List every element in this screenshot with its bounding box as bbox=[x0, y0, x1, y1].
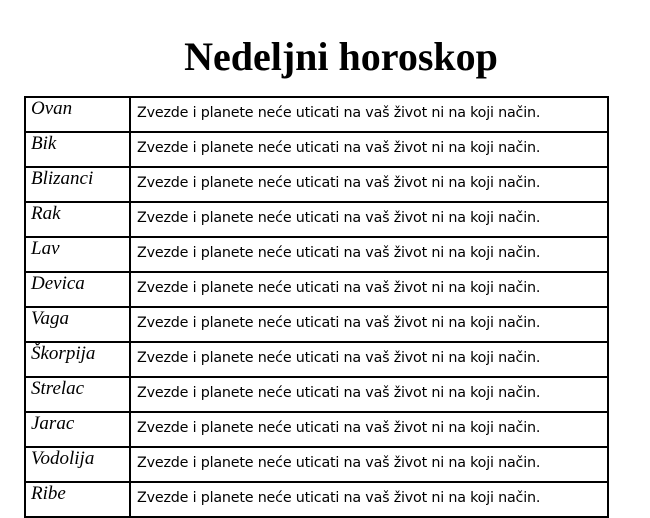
horoscope-text: Zvezde i planete neće uticati na vaš život ni na koji način. bbox=[130, 202, 608, 237]
table-row bbox=[25, 132, 608, 167]
horoscope-text: Zvezde i planete neće uticati na vaš život ni na koji način. bbox=[130, 97, 608, 132]
zodiac-sign: Blizanci bbox=[25, 167, 130, 202]
zodiac-sign: Škorpija bbox=[25, 342, 130, 377]
horoscope-text: Zvezde i planete neće uticati na vaš život ni na koji način. bbox=[130, 342, 608, 377]
table-row bbox=[25, 272, 608, 307]
horoscope-text: Zvezde i planete neće uticati na vaš život ni na koji način. bbox=[130, 237, 608, 272]
table-row bbox=[25, 237, 608, 272]
table-row bbox=[25, 377, 608, 412]
horoscope-text: Zvezde i planete neće uticati na vaš život ni na koji način. bbox=[130, 132, 608, 167]
table-row bbox=[25, 482, 608, 517]
table-row bbox=[25, 307, 608, 342]
zodiac-sign: Vodolija bbox=[25, 447, 130, 482]
horoscope-text: Zvezde i planete neće uticati na vaš život ni na koji način. bbox=[130, 377, 608, 412]
zodiac-sign: Ribe bbox=[25, 482, 130, 517]
zodiac-sign: Bik bbox=[25, 132, 130, 167]
horoscope-table bbox=[24, 96, 609, 518]
table-row bbox=[25, 342, 608, 377]
table-row bbox=[25, 167, 608, 202]
table-row bbox=[25, 202, 608, 237]
table-row bbox=[25, 97, 608, 132]
zodiac-sign: Jarac bbox=[25, 412, 130, 447]
zodiac-sign: Lav bbox=[25, 237, 130, 272]
zodiac-sign: Ovan bbox=[25, 97, 130, 132]
horoscope-text: Zvezde i planete neće uticati na vaš život ni na koji način. bbox=[130, 447, 608, 482]
horoscope-text: Zvezde i planete neće uticati na vaš život ni na koji način. bbox=[130, 272, 608, 307]
page-title: Nedeljni horoskop bbox=[184, 34, 498, 79]
zodiac-sign: Rak bbox=[25, 202, 130, 237]
horoscope-text: Zvezde i planete neće uticati na vaš život ni na koji način. bbox=[130, 482, 608, 517]
horoscope-text: Zvezde i planete neće uticati na vaš život ni na koji način. bbox=[130, 307, 608, 342]
horoscope-text: Zvezde i planete neće uticati na vaš život ni na koji način. bbox=[130, 167, 608, 202]
horoscope-text: Zvezde i planete neće uticati na vaš život ni na koji način. bbox=[130, 412, 608, 447]
table-row bbox=[25, 447, 608, 482]
zodiac-sign: Strelac bbox=[25, 377, 130, 412]
zodiac-sign: Devica bbox=[25, 272, 130, 307]
table-row bbox=[25, 412, 608, 447]
zodiac-sign: Vaga bbox=[25, 307, 130, 342]
